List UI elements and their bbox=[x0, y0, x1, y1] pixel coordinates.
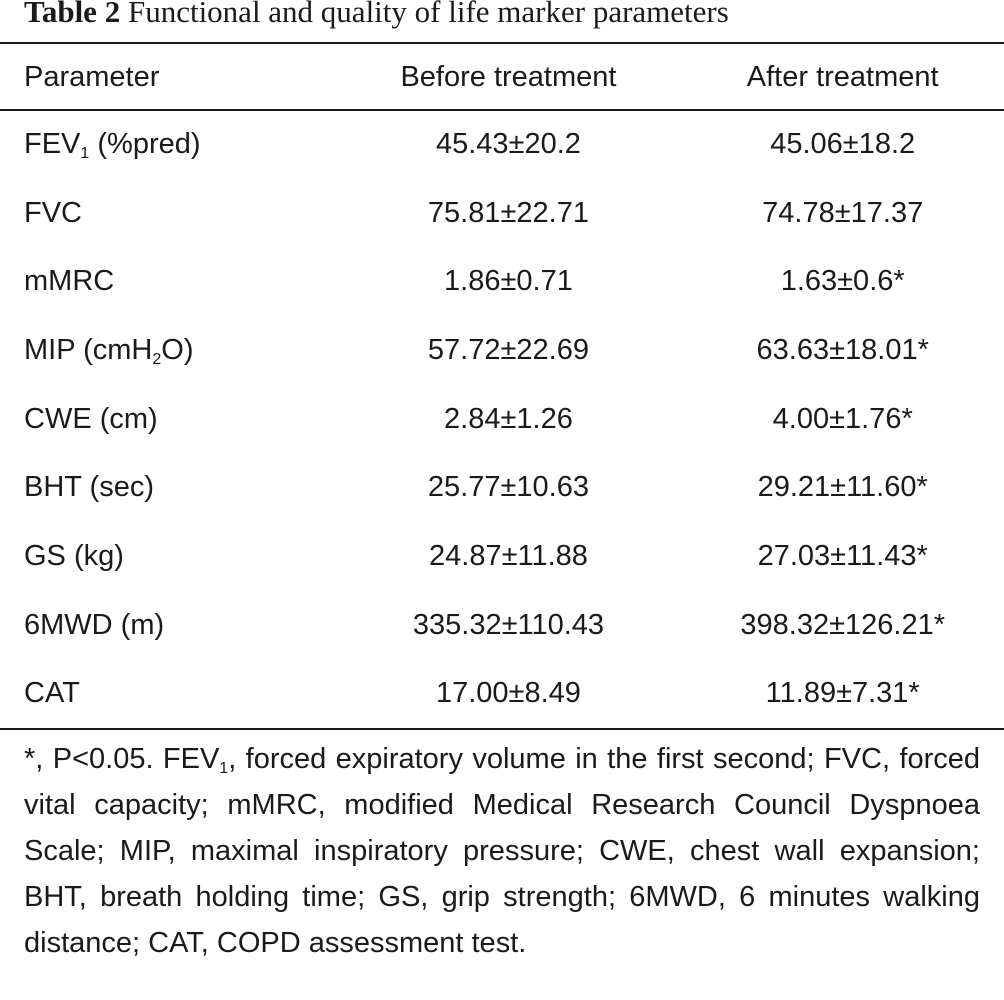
parameter-name: FEV bbox=[24, 127, 81, 160]
footnote-post: , forced expiratory volume in the first second; FVC, forced vital capacity; mMRC, modified Medical Research Council Dyspnoea Scale; MIP, maximal inspiratory pressure; CWE, chest wall expansion; BHT, breath holding time; GS, grip strength; 6MWD, 6 minutes walking distance; CAT, COPD assessment test. bbox=[24, 743, 980, 959]
parameter-name: CAT bbox=[24, 677, 80, 710]
table-caption-text: Functional and quality of life marker parameters bbox=[127, 0, 729, 29]
table-row bbox=[0, 453, 1004, 522]
after-treatment-cell: 398.32±126.21* bbox=[740, 608, 945, 641]
table-footnote bbox=[24, 736, 980, 966]
table-caption-label: Table 2 bbox=[24, 0, 121, 29]
parameter-name: 6MWD (m) bbox=[24, 608, 165, 641]
parameter-name: GS (kg) bbox=[24, 539, 124, 572]
table-row bbox=[0, 110, 1004, 179]
parameters-table bbox=[0, 44, 1004, 728]
footnote-sub: 1 bbox=[219, 760, 229, 777]
table-row bbox=[0, 522, 1004, 591]
parameter-suffix: O) bbox=[161, 333, 194, 366]
parameter-subscript: 1 bbox=[80, 144, 90, 162]
after-treatment-cell: 45.06±18.2 bbox=[770, 127, 916, 160]
parameter-cell bbox=[0, 591, 336, 660]
before-treatment-cell: 45.43±20.2 bbox=[435, 127, 581, 160]
after-treatment-cell: 11.89±7.31* bbox=[765, 677, 920, 710]
table-row bbox=[0, 660, 1004, 729]
after-treatment-cell: 1.63±0.6* bbox=[780, 265, 905, 298]
before-treatment-cell: 335.32±110.43 bbox=[412, 608, 605, 641]
table-row bbox=[0, 591, 1004, 660]
parameter-cell bbox=[0, 247, 336, 316]
parameter-name: CWE (cm) bbox=[24, 402, 158, 435]
before-treatment-cell: 1.86±0.71 bbox=[444, 265, 573, 298]
table-row bbox=[0, 385, 1004, 454]
before-treatment-cell: 57.72±22.69 bbox=[427, 333, 589, 366]
before-treatment-cell: 25.77±10.63 bbox=[427, 471, 589, 504]
after-treatment-cell: 74.78±17.37 bbox=[762, 196, 924, 229]
parameter-cell bbox=[0, 522, 336, 591]
before-treatment-cell: 24.87±11.88 bbox=[429, 539, 588, 572]
after-treatment-cell: 27.03±11.43* bbox=[757, 539, 928, 572]
parameter-cell bbox=[0, 110, 336, 179]
table-row bbox=[0, 247, 1004, 316]
parameter-cell bbox=[0, 316, 336, 385]
table-caption bbox=[24, 0, 729, 30]
parameter-suffix: (%pred) bbox=[89, 127, 201, 160]
parameter-name: mMRC bbox=[24, 265, 115, 298]
header-parameter: Parameter bbox=[24, 60, 160, 93]
after-treatment-cell: 4.00±1.76* bbox=[772, 402, 913, 435]
bottom-rule bbox=[0, 728, 1004, 730]
parameter-name: BHT (sec) bbox=[24, 471, 154, 504]
after-treatment-cell: 29.21±11.60* bbox=[757, 471, 928, 504]
table-row bbox=[0, 316, 1004, 385]
footnote-pre: *, P<0.05. FEV bbox=[24, 743, 220, 775]
parameter-name: MIP (cmH bbox=[24, 333, 153, 366]
parameter-cell bbox=[0, 660, 336, 729]
parameter-cell bbox=[0, 453, 336, 522]
after-treatment-cell: 63.63±18.01* bbox=[756, 333, 929, 366]
header-before-treatment: Before treatment bbox=[400, 60, 617, 93]
before-treatment-cell: 17.00±8.49 bbox=[435, 677, 581, 710]
parameter-cell bbox=[0, 385, 336, 454]
before-treatment-cell: 75.81±22.71 bbox=[427, 196, 589, 229]
parameter-name: FVC bbox=[24, 196, 82, 229]
parameter-cell bbox=[0, 179, 336, 248]
table-row bbox=[0, 179, 1004, 248]
header-after-treatment: After treatment bbox=[746, 60, 939, 93]
parameter-subscript: 2 bbox=[152, 350, 162, 368]
before-treatment-cell: 2.84±1.26 bbox=[444, 402, 573, 435]
header-row bbox=[0, 44, 1004, 110]
